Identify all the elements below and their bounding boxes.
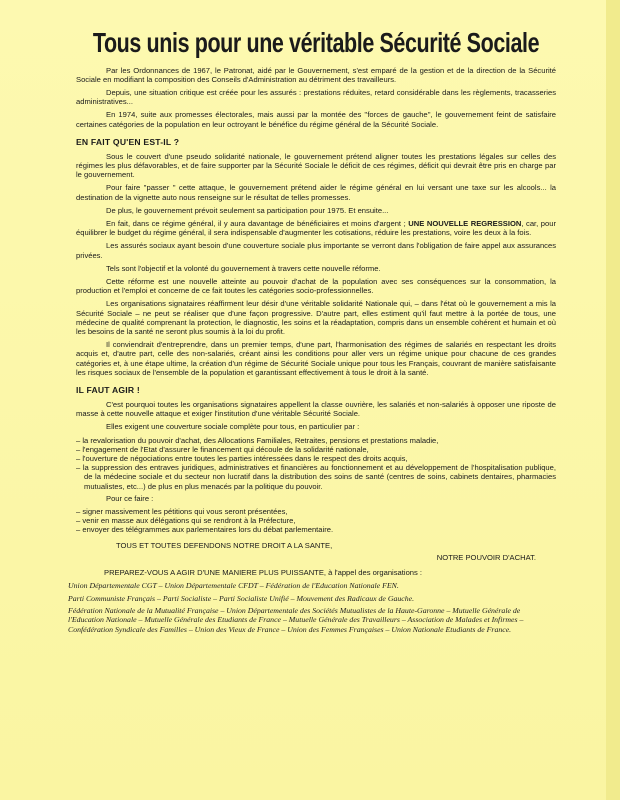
paragraph: Pour ce faire : bbox=[106, 493, 154, 503]
signatory-organisations bbox=[68, 581, 556, 634]
paragraph: Il conviendrait d'entreprendre, dans un premier temps, d'une part, l'harmonisation des régimes de salariés en respectant les droits acquis et, d'autre part, celle des non-salariés, créant ainsi les conditions pour aller vers un régime unique pour chacune de ces grandes catégories et, à une étape ultime, la création d'un régime de Sécurité Sociale unique pour tous les Français, couvrant de manière satisfaisante les risques sociaux de l'ensemble de la population et garantissant effectivement à tous le droit à la santé. bbox=[76, 340, 556, 377]
section-il-faut-agir bbox=[76, 400, 556, 535]
intro-section bbox=[76, 66, 556, 129]
call-rest: , à l'appel des organisations : bbox=[323, 568, 423, 578]
section-heading-il-faut-agir: IL FAUT AGIR ! bbox=[76, 384, 140, 395]
list-item: – envoyer des télégrammes aux parlementaires lors du débat parlementaire. bbox=[76, 525, 556, 534]
regression-emphasis: UNE NOUVELLE REGRESSION bbox=[408, 218, 522, 228]
page-title: Tous unis pour une véritable Sécurité Sociale bbox=[92, 27, 540, 59]
organisation-group: Fédération Nationale de la Mutualité Française – Union Départementale des Sociétés Mutualistes de la Haute-Garonne – Mutuelle Générale de l'Education Nationale – Mutuelle Générale des Etudiants de France – Mutuelle Générale des Travailleurs – Association de Malades et Infirmes – Confédération Syndicale des Familles – Union des Vieux de France – Union des Femmes Françaises – Union Nationale Etudiants de France. bbox=[68, 606, 524, 634]
section-heading-en-fait: EN FAIT QU'EN EST-IL ? bbox=[76, 136, 180, 147]
call-caps: PREPAREZ-VOUS A AGIR D'UNE MANIERE PLUS PUISSANTE bbox=[104, 568, 324, 578]
intro-paragraph: En 1974, suite aux promesses électorales, mais aussi par la montée des ''forces de gauche'', le gouvernement feint de satisfaire certaines catégories de la population en leur octroyant le bénéfice du régime général de la Sécurité Sociale. bbox=[76, 110, 556, 129]
list-item: – l'engagement de l'Etat d'assurer le financement qui découle de la solidarité nationale, bbox=[76, 445, 556, 454]
actions-list bbox=[76, 507, 556, 535]
text-span: En fait, dans ce régime général, il y aura davantage de bénéficiaires et moins d'argent ; bbox=[106, 218, 409, 228]
organisation-group: Parti Communiste Français – Parti Socialiste – Parti Socialiste Unifié – Mouvement des Radicaux de Gauche. bbox=[68, 593, 415, 603]
list-item: – signer massivement les pétitions qui vous seront présentées, bbox=[76, 507, 556, 516]
paragraph: Les organisations signataires réaffirment leur désir d'une véritable solidarité Nationale qui, – dans l'état où le gouvernement a mis la Sécurité Sociale – ne peut se réaliser que d'une façon progressive. D'autre part, elles estiment qu'il faut mettre à la portée de tous, une médecine de qualité comprenant la protection, le diagnostic, les soins et la réadaptation, compris dans un ensemble cohérent et humain et où les besoins de la santé ne seront plus soumis à la loi du profit. bbox=[76, 299, 556, 336]
intro-paragraph: Par les Ordonnances de 1967, le Patronat, aidé par le Gouvernement, s'est emparé de la gestion et de la direction de la Sécurité Sociale en modifiant la composition des Conseils d'Administration au détriment des travailleurs. bbox=[76, 65, 556, 84]
section-en-fait bbox=[76, 152, 556, 377]
list-item: – venir en masse aux délégations qui se rendront à la Préfecture, bbox=[76, 516, 556, 525]
paragraph: Elles exigent une couverture sociale complète pour tous, en particulier par : bbox=[106, 422, 360, 432]
organisation-group: Union Départementale CGT – Union Départementale CFDT – Fédération de l'Education Nationale FEN. bbox=[68, 581, 399, 591]
paragraph-regression bbox=[76, 219, 556, 237]
paragraph: Sous le couvert d'une pseudo solidarité nationale, le gouvernement prétend aligner toutes les prestations légales sur celles des régimes les plus défavorables, et de faire supporter par la Sécurité Sociale le déficit de ces régimes, déficit qui devrait être pris en charge par le gouvernement. bbox=[76, 151, 556, 180]
paragraph: Tels sont l'objectif et la volonté du gouvernement à travers cette nouvelle réforme. bbox=[106, 263, 381, 273]
paragraph: Pour faire ''passer '' cette attaque, le gouvernement prétend aider le régime général en lui versant une taxe sur les alcools... la destination de la vignette auto nous renseigne sur le résultat de telles promesses. bbox=[76, 183, 556, 202]
paragraph: Les assurés sociaux ayant besoin d'une couverture sociale plus importante se verront dans l'obligation de faire appel aux assurances privées. bbox=[76, 241, 556, 260]
call-to-action bbox=[104, 568, 556, 577]
slogan-line: TOUS ET TOUTES DEFENDONS NOTRE DROIT A LA SANTE, bbox=[116, 540, 333, 550]
paragraph: C'est pourquoi toutes les organisations signataires appellent la classe ouvrière, les salariés et non-salariés à opposer une riposte de masse à cette nouvelle attaque et exiger l'institution d'une véritable Sécurité Sociale. bbox=[76, 399, 556, 419]
intro-paragraph: Depuis, une situation critique est créée pour les assurés : prestations réduites, retard considérable dans les règlements, tracasseries administratives... bbox=[76, 87, 556, 107]
demands-list bbox=[76, 436, 556, 491]
paper-edge bbox=[606, 0, 620, 800]
text-span: , car, pour équilibrer le budget du régime général, il sera indispensable d'augmenter les cotisations, réduire les prestations, voire les deux à la fois. bbox=[76, 218, 557, 238]
paragraph: De plus, le gouvernement prévoit seulement sa participation pour 1975. Et ensuite... bbox=[106, 205, 389, 215]
list-item: – la revalorisation du pouvoir d'achat, des Allocations Familiales, Retraites, pensions et prestations maladie, bbox=[76, 436, 556, 445]
paragraph: Cette réforme est une nouvelle atteinte au pouvoir d'achat de la population avec ses conséquences sur la consommation, la production et l'emploi et concerne de ce fait toutes les catégories socio-professionnelles. bbox=[76, 276, 556, 296]
list-item: – la suppression des entraves juridiques, administratives et financières au fonctionnement et au développement de l'hospitalisation publique, de la médecine sociale et du secteur non lucratif dans la distribution des soins de santé (centres de soins, cabinets dentaires, pharmacies mutualistes, etc...) de plus en plus menacés par la politique du pouvoir. bbox=[76, 463, 556, 491]
slogan-line: NOTRE POUVOIR D'ACHAT. bbox=[436, 552, 536, 562]
list-item: – l'ouverture de négociations entre toutes les parties intéressées dans le respect des droits acquis, bbox=[76, 454, 556, 463]
